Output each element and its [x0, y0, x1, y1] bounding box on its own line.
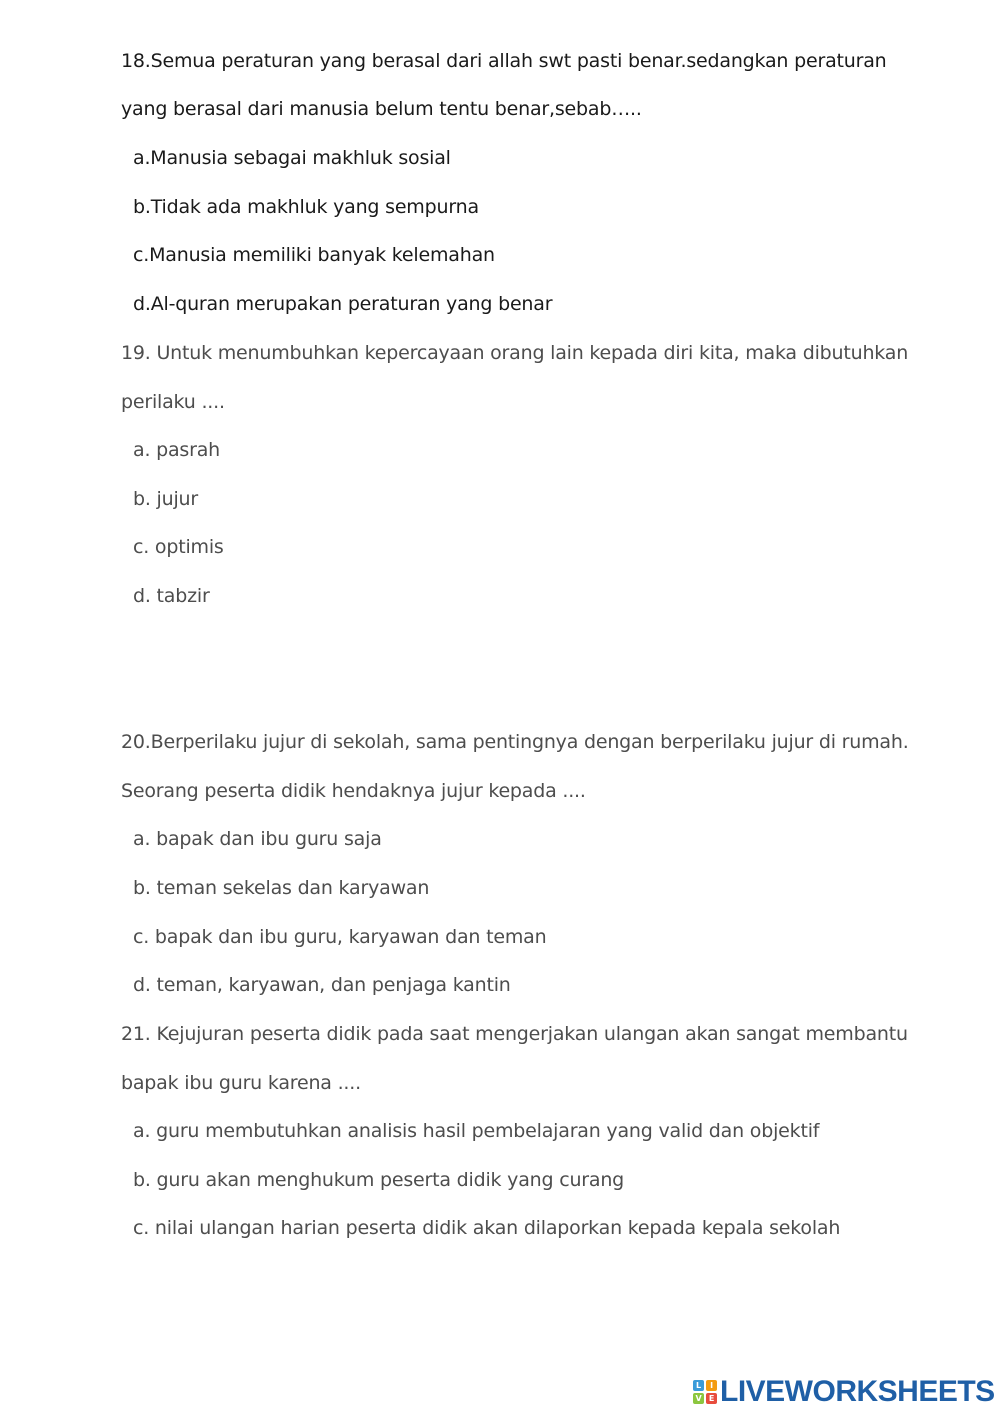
question-21-line-2: bapak ibu guru karena .... — [121, 1072, 361, 1094]
question-19-line-1: 19. Untuk menumbuhkan kepercayaan orang lain kepada diri kita, maka dibutuhkan — [121, 342, 909, 364]
question-20-line-2: Seorang peserta didik hendaknya jujur kepada .... — [121, 780, 586, 802]
question-18-option-b: b.Tidak ada makhluk yang sempurna — [133, 196, 479, 218]
liveworksheets-logo-text: LIVEWORKSHEETS — [720, 1375, 995, 1408]
question-19-option-a: a. pasrah — [133, 439, 221, 461]
question-21-line-1: 21. Kejujuran peserta didik pada saat mengerjakan ulangan akan sangat membantu — [121, 1023, 908, 1045]
question-19-option-c: c. optimis — [133, 536, 224, 558]
question-18-option-c: c.Manusia memiliki banyak kelemahan — [133, 244, 495, 266]
question-18-option-d: d.Al-quran merupakan peraturan yang benar — [133, 293, 553, 315]
logo-square-e: E — [706, 1393, 717, 1404]
question-20-option-d: d. teman, karyawan, dan penjaga kantin — [133, 974, 511, 996]
question-20-option-a: a. bapak dan ibu guru saja — [133, 828, 382, 850]
liveworksheets-logo — [693, 1377, 995, 1407]
question-18-option-a: a.Manusia sebagai makhluk sosial — [133, 147, 451, 169]
question-21-option-a: a. guru membutuhkan analisis hasil pembelajaran yang valid dan objektif — [133, 1120, 820, 1142]
logo-square-v: V — [693, 1393, 704, 1404]
question-20-line-1: 20.Berperilaku jujur di sekolah, sama pentingnya dengan berperilaku jujur di rumah. — [121, 731, 909, 753]
question-21-option-b: b. guru akan menghukum peserta didik yang curang — [133, 1169, 625, 1191]
liveworksheets-logo-icon — [693, 1380, 717, 1404]
logo-square-i: I — [706, 1380, 717, 1391]
question-19-option-d: d. tabzir — [133, 585, 210, 607]
question-21-option-c: c. nilai ulangan harian peserta didik akan dilaporkan kepada kepala sekolah — [133, 1217, 841, 1239]
question-18-line-1: 18.Semua peraturan yang berasal dari allah swt pasti benar.sedangkan peraturan — [121, 50, 887, 72]
question-20-option-c: c. bapak dan ibu guru, karyawan dan teman — [133, 926, 547, 948]
question-19-option-b: b. jujur — [133, 488, 198, 510]
logo-square-l: L — [693, 1380, 704, 1391]
question-20-option-b: b. teman sekelas dan karyawan — [133, 877, 430, 899]
question-18-line-2: yang berasal dari manusia belum tentu benar,sebab….. — [121, 98, 642, 120]
question-19-line-2: perilaku .... — [121, 391, 225, 413]
